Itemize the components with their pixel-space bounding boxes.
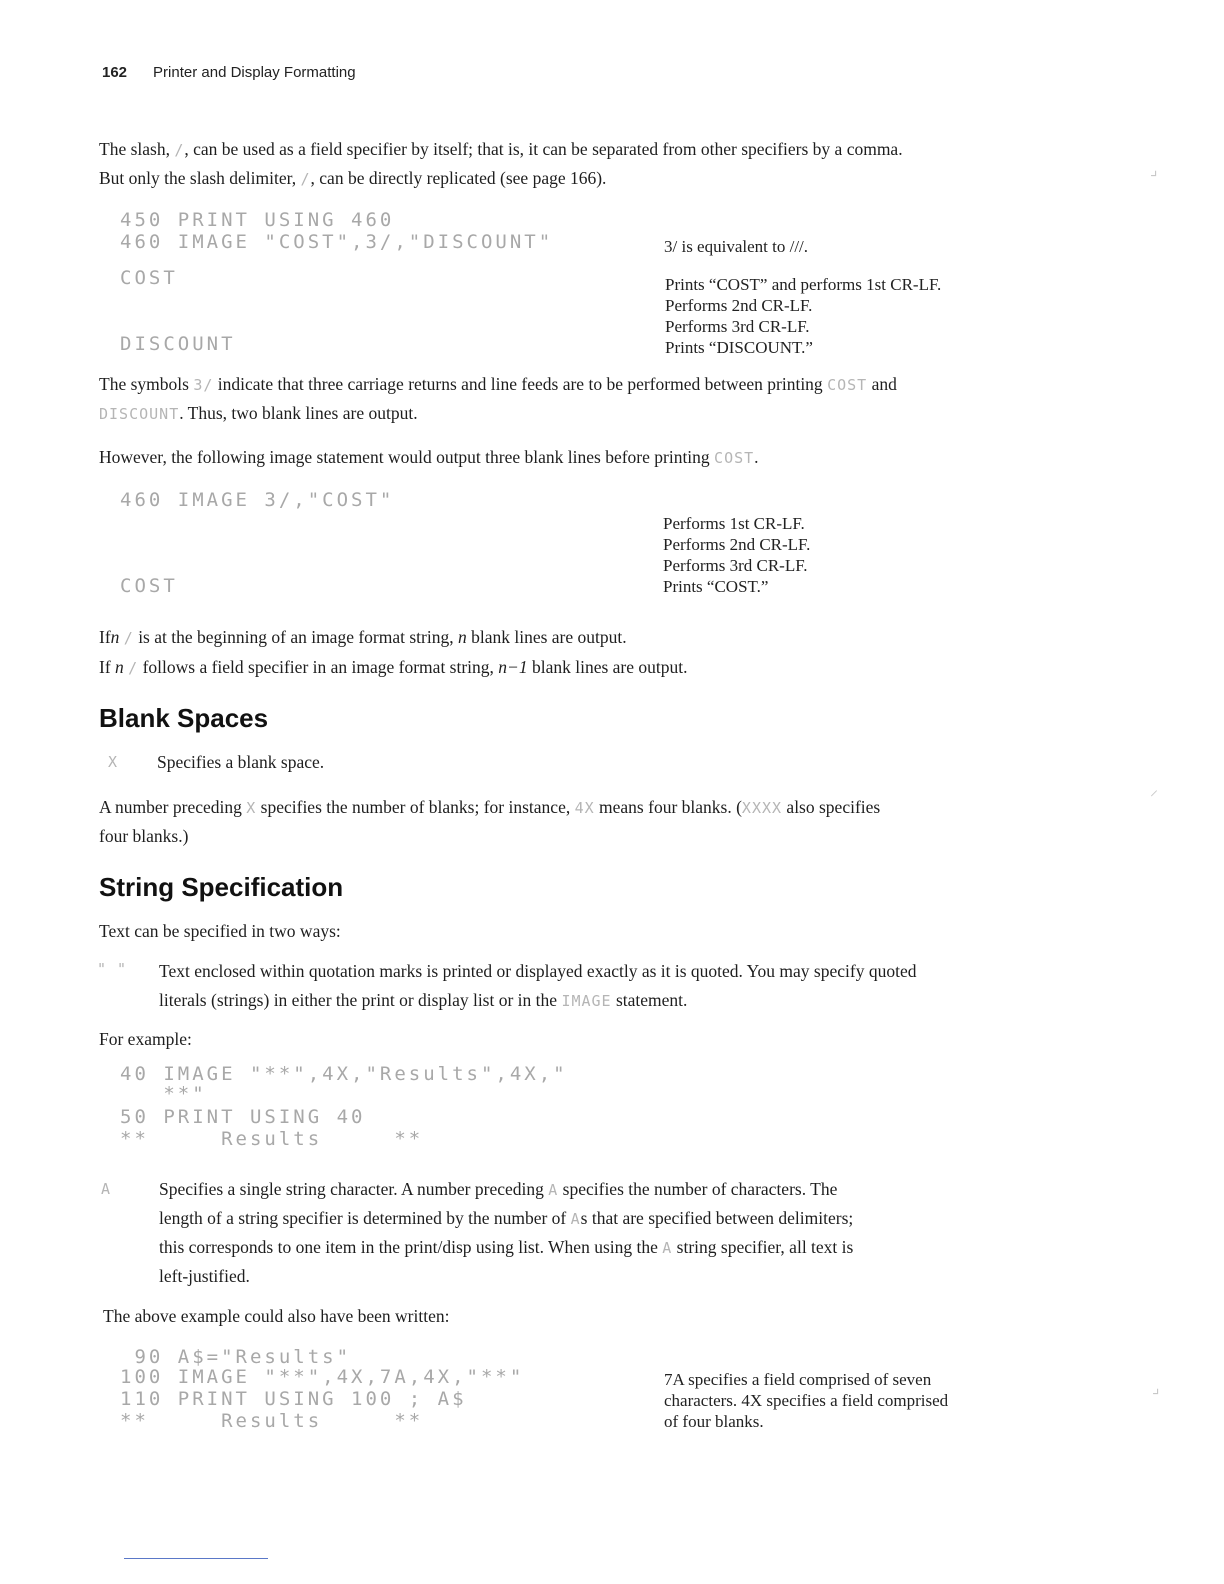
running-header — [102, 64, 356, 81]
code-line: 450 PRINT USING 460 — [120, 209, 395, 231]
code-line: **" — [120, 1083, 207, 1105]
note: characters. 4X specifies a field comprised — [664, 1391, 949, 1410]
code-line: 50 PRINT USING 40 — [120, 1106, 366, 1128]
header-title: Printer and Display Formatting — [153, 64, 356, 81]
code-line: 40 IMAGE "**",4X,"Results",4X," — [120, 1063, 568, 1085]
note: Prints “COST.” — [663, 577, 769, 596]
code-line: 460 IMAGE "COST",3/,"DISCOUNT" — [120, 231, 554, 253]
definition-a-2: length of a string specifier is determined by the number of As that are specified between delimiters; — [159, 1208, 854, 1228]
slash-symbol: / — [174, 141, 185, 159]
output-discount: DISCOUNT — [120, 333, 236, 355]
paragraph-blanks-2: four blanks.) — [99, 826, 189, 846]
note: 3/ is equivalent to ///. — [664, 237, 809, 256]
note: Performs 2nd CR-LF. — [665, 296, 813, 315]
paragraph-slash-2: But only the slash delimiter, /, can be directly replicated (see page 166). — [99, 168, 607, 188]
paragraph-symbols-1: The symbols 3/ indicate that three carriage returns and line feeds are to be performed between printing COST and — [99, 374, 897, 394]
note: of four blanks. — [664, 1412, 764, 1431]
page-number: 162 — [102, 64, 128, 81]
note: Performs 3rd CR-LF. — [665, 317, 810, 336]
slash-symbol: / — [300, 170, 311, 188]
definition-quotes-2: literals (strings) in either the print or display list or in the IMAGE statement. — [159, 990, 688, 1010]
term-quotes: " " — [97, 960, 128, 978]
paragraph-n-slash-2: If n / follows a field specifier in an image format string, n−1 blank lines are output. — [99, 657, 688, 677]
paragraph-n-slash-1: Ifn / is at the beginning of an image format string, n blank lines are output. — [99, 627, 627, 647]
definition-x: Specifies a blank space. — [157, 752, 325, 772]
code-line: 100 IMAGE "**",4X,7A,4X,"**" — [120, 1366, 525, 1388]
note: Performs 2nd CR-LF. — [663, 535, 811, 554]
paragraph-however: However, the following image statement would output three blank lines before printing COST. — [99, 447, 759, 467]
definition-a-1: Specifies a single string character. A number preceding A specifies the number of characters. The — [159, 1179, 838, 1199]
section-heading-string-specification: String Specification — [99, 872, 344, 902]
margin-mark: ⸝ — [1150, 782, 1159, 799]
term-a: A — [101, 1180, 112, 1198]
definition-a-3: this corresponds to one item in the print/disp using list. When using the A string specifier, all text is — [159, 1237, 854, 1257]
paragraph-blanks-1: A number preceding X specifies the number of blanks; for instance, 4X means four blanks. (XXXX also specifies — [99, 797, 881, 817]
definition-a-4: left-justified. — [159, 1266, 250, 1286]
margin-mark: ⌟ — [1150, 162, 1158, 179]
note: 7A specifies a field comprised of seven — [664, 1370, 932, 1389]
note: Prints “DISCOUNT.” — [665, 338, 813, 357]
output-line: ** Results ** — [120, 1128, 424, 1150]
footer-rule — [124, 1558, 268, 1559]
intro-text: Text can be specified in two ways: — [99, 921, 341, 941]
output-cost: COST — [120, 575, 178, 597]
section-heading-blank-spaces: Blank Spaces — [99, 703, 269, 733]
note: Prints “COST” and performs 1st CR-LF. — [665, 275, 942, 294]
paragraph-slash-1: The slash, /, can be used as a field specifier by itself; that is, it can be separated from other specifiers by a comma. — [99, 139, 903, 159]
paragraph-symbols-2: DISCOUNT. Thus, two blank lines are output. — [99, 403, 418, 423]
definition-quotes-1: Text enclosed within quotation marks is printed or displayed exactly as it is quoted. You may specify quoted — [159, 961, 917, 981]
code-line: 90 A$="Results" — [120, 1346, 352, 1368]
output-cost: COST — [120, 267, 178, 289]
margin-mark: ⌟ — [1152, 1380, 1160, 1397]
note: Performs 1st CR-LF. — [663, 514, 805, 533]
note: Performs 3rd CR-LF. — [663, 556, 808, 575]
paragraph-alt-example: The above example could also have been written: — [103, 1306, 450, 1326]
term-x: X — [108, 753, 119, 771]
output-line: ** Results ** — [120, 1410, 424, 1432]
for-example: For example: — [99, 1029, 192, 1049]
code-line: 460 IMAGE 3/,"COST" — [120, 489, 395, 511]
code-line: 110 PRINT USING 100 ; A$ — [120, 1388, 467, 1410]
